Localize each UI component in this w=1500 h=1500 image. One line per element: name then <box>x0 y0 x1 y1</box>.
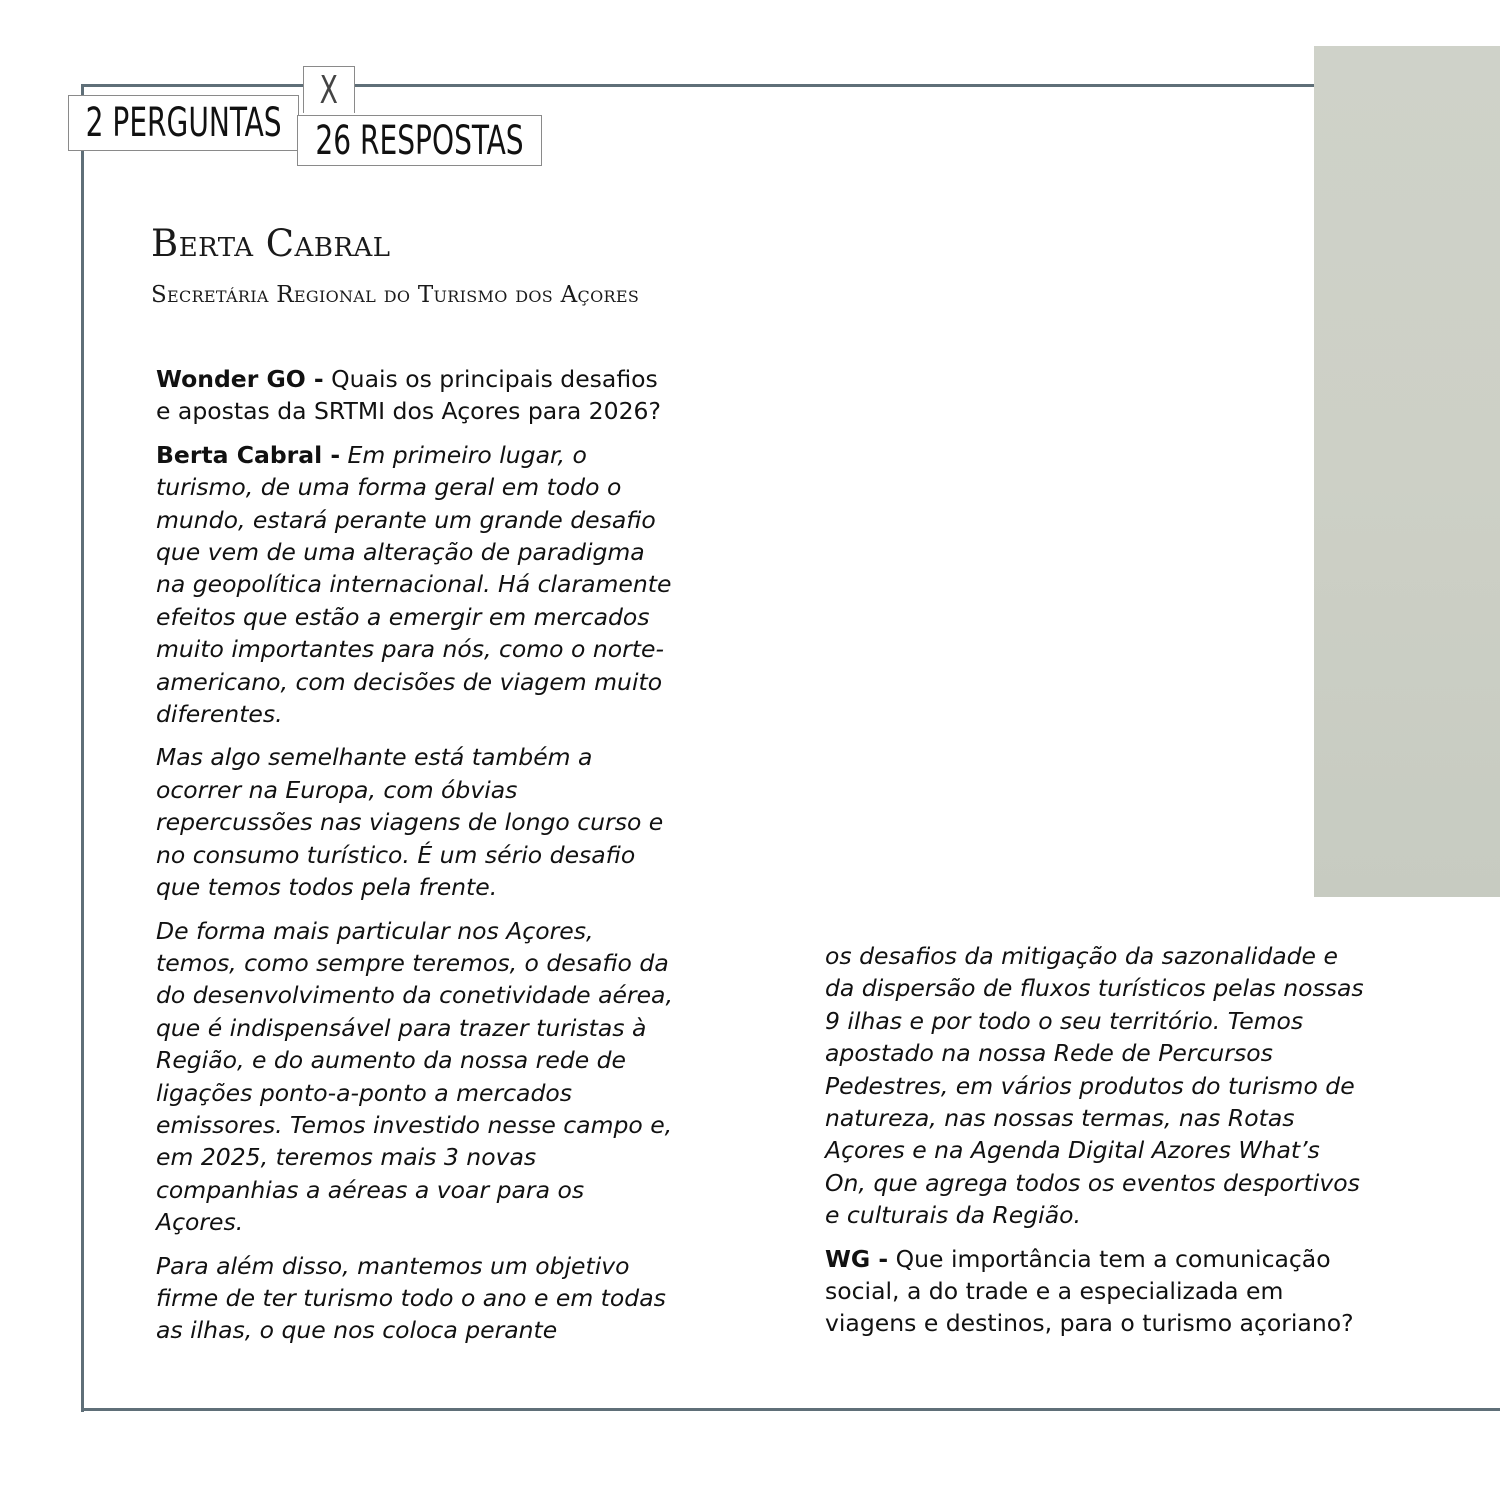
article-column-left <box>156 363 676 1358</box>
answer-1-speaker: Berta Cabral - <box>156 440 341 469</box>
interviewee-name: Berta Cabral <box>151 222 391 265</box>
question-2-speaker: WG - <box>825 1244 889 1273</box>
frame-bottom-rule <box>82 1408 1500 1411</box>
interviewee-role: Secretária Regional do Turismo dos Açores <box>151 282 640 308</box>
question-1-text: Quais os principais desafios e apostas da SRTMI dos Açores para 2026? <box>156 365 661 426</box>
answer-1-text: Em primeiro lugar, o turismo, de uma forma geral em todo o mundo, estará perante um grande desafio que vem de uma alteração de paradigma na geopolítica internacional. Há claramente efeitos que estão a emergir em mercados muito importantes para nós, como o norte-americano, com decisões de viagem muito diferentes. <box>156 440 672 729</box>
answer-paragraph-4: Para além disso, mantemos um objetivo firme de ter turismo todo o ano e em todas as ilhas, o que nos coloca perante <box>156 1251 666 1345</box>
frame-top-rule <box>82 84 1314 87</box>
header-tag-x: X <box>303 66 355 113</box>
question-2-text: Que importância tem a comunicação social, a do trade e a especializada em viagens e destinos, para o turismo açoriano? <box>825 1244 1354 1338</box>
answer-paragraph-5: os desafios da mitigação da sazonalidade e da dispersão de fluxos turísticos pelas nossas 9 ilhas e por todo o seu território. Temos apostado na nossa Rede de Percursos Pedestres, em vários produtos do turismo de natureza, nas nossas termas, nas Rotas Açores e na Agenda Digital Azores What’s On, que agrega todos os eventos desportivos e culturais da Região. <box>825 942 1364 1230</box>
answer-paragraph-3: De forma mais particular nos Açores, temos, como sempre teremos, o desafio da do desenvolvimento da conetividade aérea, que é indispensável para trazer turistas à Região, e do aumento da nossa rede de ligações ponto-a-ponto a mercados emissores. Temos investido nesse campo e, em 2025, teremos mais 3 novas companhias a aéreas a voar para os Açores. <box>156 916 673 1237</box>
question-2 <box>825 1243 1365 1340</box>
answer-1 <box>156 439 676 731</box>
answer-paragraph-2: Mas algo semelhante está também a ocorrer na Europa, com óbvias repercussões nas viagens de longo curso e no consumo turístico. É um sério desafio que temos todos pela frente. <box>156 743 664 902</box>
header-tag-respostas: 26 RESPOSTAS <box>297 115 542 166</box>
photo-panel <box>1314 46 1500 897</box>
question-1 <box>156 363 676 428</box>
question-1-speaker: Wonder GO - <box>156 365 324 393</box>
frame-left-rule <box>81 84 84 1412</box>
header-tag-perguntas: 2 PERGUNTAS <box>68 95 299 151</box>
article-column-right <box>825 940 1365 1351</box>
